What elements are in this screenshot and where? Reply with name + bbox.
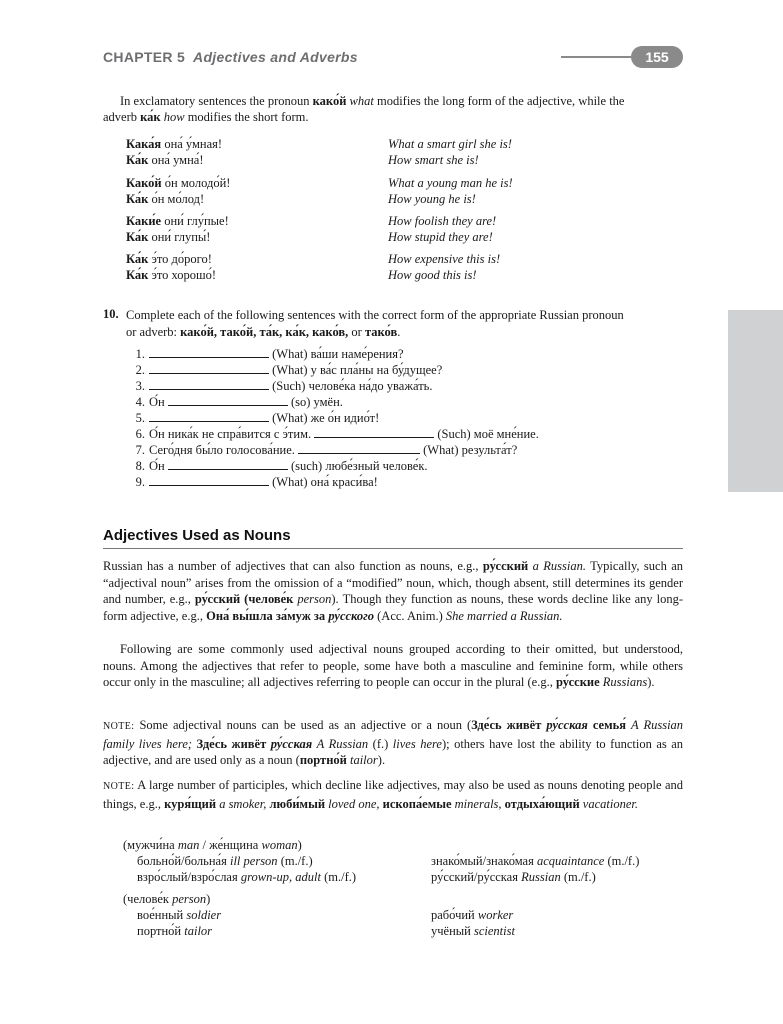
word-entry: знако́мый/знако́мая acquaintance (m./f.) xyxy=(431,854,640,868)
chapter-heading xyxy=(103,49,358,65)
answer-blank[interactable] xyxy=(149,410,269,422)
answer-blank[interactable] xyxy=(149,474,269,486)
note-1: NOTE: Some adjectival nouns can be used as an adjective or a noun (Зде́сь живёт ру́сская семья́ A Russian family lives here; Зде́сь живёт ру́сская A Russian (f.) lives here); others have lost the ability to function as an adjective, and are used only as a noun (портно́й tailor). xyxy=(103,718,684,767)
intro-line-1: In exclamatory sentences the pronoun како́й what modifies the long form of the adjective, while the xyxy=(120,94,625,108)
intro-line-2: adverb ка́к how modifies the short form. xyxy=(103,110,309,124)
answer-blank[interactable] xyxy=(298,442,420,454)
exercise-item: 1. (What) ва́ши наме́рения? xyxy=(135,347,404,361)
exercise-instructions: Complete each of the following sentences with the correct form of the appropriate Russian pronoun or adverb: како́й, тако́й, та́к, ка́к, како́в, or тако́в. xyxy=(126,308,624,339)
word-entry: рабо́чий worker xyxy=(431,908,514,922)
group-heading: (мужчи́на man / же́нщина woman) xyxy=(123,838,302,852)
section-rule xyxy=(103,548,683,549)
header-rule xyxy=(561,56,631,58)
answer-blank[interactable] xyxy=(149,346,269,358)
answer-blank[interactable] xyxy=(149,378,269,390)
word-entry: взро́слый/взро́слая grown-up, adult (m./f.) xyxy=(137,870,357,884)
answer-blank[interactable] xyxy=(314,426,434,438)
word-entry: учёный scientist xyxy=(431,924,515,938)
exercise-number: 10. xyxy=(103,307,119,321)
exercise-item: 4. О́н (so) умён. xyxy=(135,395,343,409)
answer-blank[interactable] xyxy=(168,458,288,470)
exercise-item: 7. Сего́дня бы́ло голосова́ние. (What) результа́т? xyxy=(135,443,518,457)
paragraph-2: Following are some commonly used adjectival nouns grouped according to their omitted, but understood, nouns. Among the adjectives that refer to people, some have both a masculine and feminine form, while others occur only in the masculine; all adjectives referring to people can occur in the plural (e.g., ру́сские Russians). xyxy=(103,642,683,689)
word-entry: портно́й tailor xyxy=(137,924,213,938)
answer-blank[interactable] xyxy=(168,394,288,406)
page-header xyxy=(103,49,683,69)
paragraph-1: Russian has a number of adjectives that can also function as nouns, e.g., ру́сский a Russian. Typically, such an “adjectival noun” arises from the omission of a “modified” noun, which, though absent, still determines its gender and number, e.g., ру́сский (челове́к person). Though they function as nouns, these words decline like any long-form adjective, e.g., Она́ вы́шла за́муж за ру́сского (Acc. Anim.) She married a Russian. xyxy=(103,559,684,623)
exercise-item: 5. (What) же о́н идио́т! xyxy=(135,411,380,425)
exercise-item: 2. (What) у ва́с пла́ны на бу́дущее? xyxy=(135,363,443,377)
section-title: Adjectives Used as Nouns xyxy=(103,527,291,544)
answer-blank[interactable] xyxy=(149,362,269,374)
note-2: NOTE: A large number of participles, which decline like adjectives, may also be used as nouns denoting people and things, e.g., куря́щий a smoker, люби́мый loved one, ископа́емые minerals, отдыха́ющий vacationer. xyxy=(103,778,683,811)
exercise-item: 8. О́н (such) любе́зный челове́к. xyxy=(135,459,428,473)
chapter-title: Adjectives and Adverbs xyxy=(193,49,358,65)
exercise-item: 9. (What) она́ краси́ва! xyxy=(135,475,378,489)
word-entry: больно́й/больна́я ill person (m./f.) xyxy=(137,854,313,868)
word-entry: ру́сский/ру́сская Russian (m./f.) xyxy=(431,870,596,884)
exercise-item: 6. О́н ника́к не спра́вится с э́тим. (Such) моё мне́ние. xyxy=(135,427,539,441)
exercise-item: 3. (Such) челове́ка на́до уважа́ть. xyxy=(135,379,433,393)
word-entry: вое́нный soldier xyxy=(137,908,222,922)
page-number: 155 xyxy=(631,46,683,68)
group-heading: (челове́к person) xyxy=(123,892,211,906)
chapter-label: CHAPTER 5 xyxy=(103,49,186,65)
side-thumb-tab xyxy=(728,310,783,492)
